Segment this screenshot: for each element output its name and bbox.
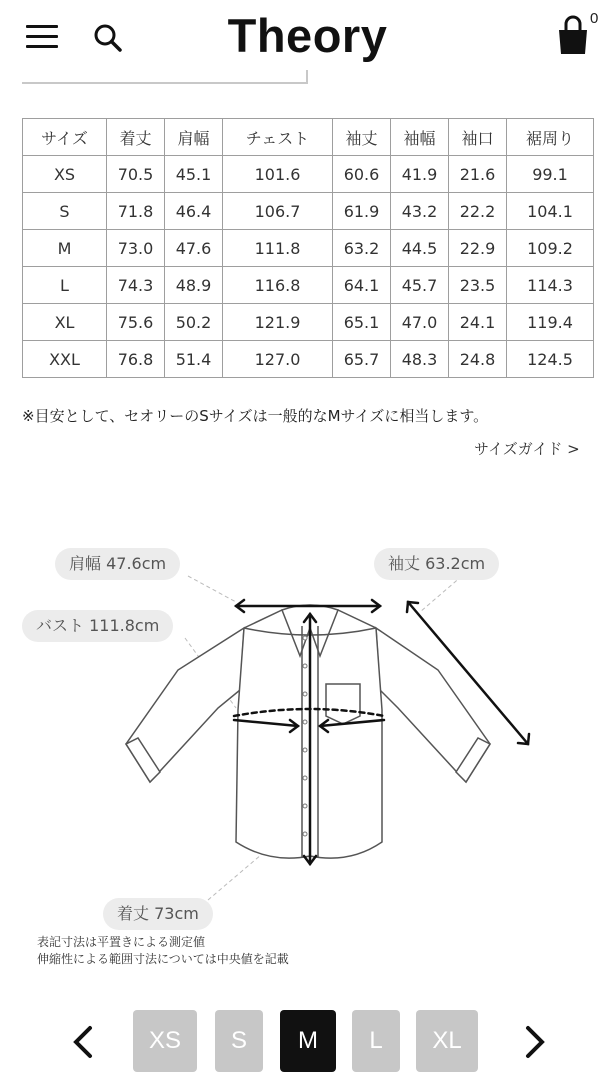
table-cell: 47.0 [391, 304, 449, 341]
table-cell: 23.5 [449, 267, 507, 304]
table-cell: 22.2 [449, 193, 507, 230]
table-cell: 70.5 [107, 156, 165, 193]
header-length: 着丈 [107, 119, 165, 156]
table-cell: 44.5 [391, 230, 449, 267]
table-cell: M [23, 230, 107, 267]
table-cell: S [23, 193, 107, 230]
table-cell: L [23, 267, 107, 304]
table-cell: 65.7 [333, 341, 391, 378]
table-cell: XXL [23, 341, 107, 378]
table-cell: 121.9 [223, 304, 333, 341]
sleeve-measurement-label: 袖丈 63.2cm [374, 548, 499, 580]
size-selector [0, 1008, 615, 1074]
table-cell: 51.4 [165, 341, 223, 378]
header-shoulder: 肩幅 [165, 119, 223, 156]
table-cell: 124.5 [507, 341, 594, 378]
header-sleeve-length: 袖丈 [333, 119, 391, 156]
size-option-m[interactable]: M [280, 1010, 336, 1072]
table-cell: 104.1 [507, 193, 594, 230]
table-header-row [23, 119, 594, 156]
measurement-caption-1: 表記寸法は平置きによる測定値 [37, 935, 206, 949]
table-cell: 116.8 [223, 267, 333, 304]
size-option-xs[interactable]: XS [133, 1010, 197, 1072]
header-cuff: 袖口 [449, 119, 507, 156]
table-cell: XL [23, 304, 107, 341]
table-cell: 71.8 [107, 193, 165, 230]
table-cell: 75.6 [107, 304, 165, 341]
table-row [23, 341, 594, 378]
size-table [22, 118, 594, 378]
table-cell: XS [23, 156, 107, 193]
header-chest: チェスト [223, 119, 333, 156]
table-cell: 127.0 [223, 341, 333, 378]
table-cell: 99.1 [507, 156, 594, 193]
table-cell: 22.9 [449, 230, 507, 267]
measurement-diagram [0, 530, 615, 980]
collapsed-panel-edge [22, 70, 308, 84]
size-note: ※目安として、セオリーのSサイズは一般的なMサイズに相当します。 [22, 407, 489, 425]
table-cell: 43.2 [391, 193, 449, 230]
table-cell: 60.6 [333, 156, 391, 193]
table-cell: 64.1 [333, 267, 391, 304]
table-row [23, 230, 594, 267]
table-row [23, 304, 594, 341]
header-hem: 裾周り [507, 119, 594, 156]
table-cell: 76.8 [107, 341, 165, 378]
table-cell: 111.8 [223, 230, 333, 267]
table-cell: 109.2 [507, 230, 594, 267]
table-cell: 61.9 [333, 193, 391, 230]
table-cell: 74.3 [107, 267, 165, 304]
size-guide-link[interactable]: サイズガイド > [474, 440, 580, 458]
size-option-xl[interactable]: XL [416, 1010, 478, 1072]
table-cell: 106.7 [223, 193, 333, 230]
table-row [23, 267, 594, 304]
table-cell: 73.0 [107, 230, 165, 267]
table-cell: 24.1 [449, 304, 507, 341]
table-row [23, 193, 594, 230]
bust-measurement-label: バスト 111.8cm [22, 610, 173, 642]
table-cell: 50.2 [165, 304, 223, 341]
cart-count-badge: 0 [590, 10, 599, 27]
header-sleeve-width: 袖幅 [391, 119, 449, 156]
table-cell: 48.3 [391, 341, 449, 378]
size-option-l[interactable]: L [352, 1010, 400, 1072]
table-cell: 41.9 [391, 156, 449, 193]
shopping-bag-icon[interactable] [556, 14, 606, 58]
length-measurement-label: 着丈 73cm [103, 898, 213, 930]
table-cell: 63.2 [333, 230, 391, 267]
table-cell: 24.8 [449, 341, 507, 378]
table-cell: 101.6 [223, 156, 333, 193]
size-option-s[interactable]: S [215, 1010, 263, 1072]
chevron-right-icon[interactable] [520, 1022, 550, 1062]
brand-logo[interactable]: Theory [227, 9, 388, 62]
table-cell: 48.9 [165, 267, 223, 304]
table-cell: 114.3 [507, 267, 594, 304]
table-cell: 45.7 [391, 267, 449, 304]
table-cell: 21.6 [449, 156, 507, 193]
table-cell: 119.4 [507, 304, 594, 341]
shoulder-measurement-label: 肩幅 47.6cm [55, 548, 180, 580]
table-cell: 45.1 [165, 156, 223, 193]
table-row [23, 156, 594, 193]
shirt-illustration [0, 530, 615, 980]
table-cell: 65.1 [333, 304, 391, 341]
table-cell: 47.6 [165, 230, 223, 267]
chevron-left-icon[interactable] [68, 1022, 98, 1062]
measurement-caption-2: 伸縮性による範囲寸法については中央値を記載 [37, 952, 289, 966]
header [0, 0, 615, 72]
table-cell: 46.4 [165, 193, 223, 230]
header-size: サイズ [23, 119, 107, 156]
